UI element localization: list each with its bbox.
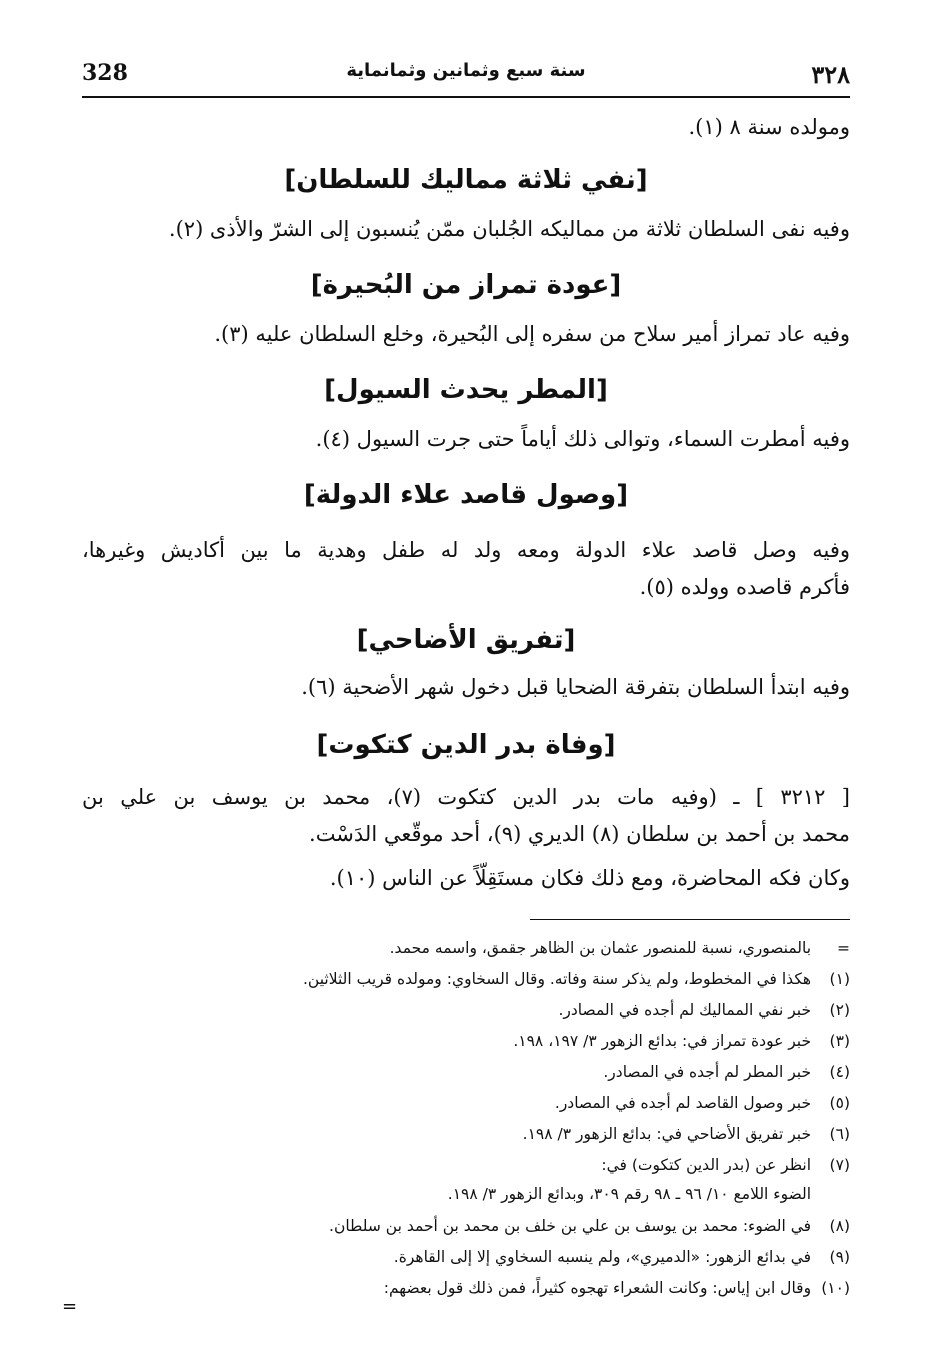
footnote <box>82 1156 850 1174</box>
footnote-text: انظر عن (بدر الدين كتكوت) في: <box>601 1156 812 1174</box>
footnote <box>82 1125 850 1143</box>
header-rule <box>82 96 850 98</box>
paragraph: وفيه أمطرت السماء، وتوالى ذلك أياماً حتى جرت السيول (٤). <box>315 427 850 451</box>
paragraph: وفيه وصل قاصد علاء الدولة ومعه ولد له طفل وهدية ما بين أكاديش وغيرها، <box>82 538 850 562</box>
footnote <box>82 1248 850 1266</box>
footnote-mark: (١٠) <box>821 1279 850 1297</box>
footnote-continuation <box>82 1185 850 1203</box>
footnote-text: وقال ابن إياس: وكانت الشعراء تهجوه كثيراً، فمن ذلك قول بعضهم: <box>383 1279 812 1297</box>
footnote-mark: (٣) <box>829 1032 850 1050</box>
footnote <box>82 1063 850 1081</box>
paragraph: وكان فكه المحاضرة، ومع ذلك فكان مستَقِلّاً عن الناس (١٠). <box>329 866 850 890</box>
footnote <box>82 970 850 988</box>
footnote <box>82 1094 850 1112</box>
footnote-text: بالمنصوري، نسبة للمنصور عثمان بن الظاهر جقمق، واسمه محمد. <box>389 939 812 957</box>
footnote-text: خبر وصول القاصد لم أجده في المصادر. <box>554 1094 812 1112</box>
page-number-latin: 328 <box>82 60 128 86</box>
footnote-text: خبر عودة تمراز في: بدائع الزهور ٣/ ١٩٧، ١٩٨. <box>513 1032 812 1050</box>
section-heading: [تفريق الأضاحي] <box>356 625 576 655</box>
footnote-mark: = <box>837 939 850 957</box>
footnote <box>82 939 850 957</box>
continuation-mark: = <box>62 1296 78 1317</box>
page-number-arabic: ٣٢٨ <box>811 60 850 89</box>
opening-line: ومولده سنة ٨ (١). <box>688 115 850 139</box>
footnote-mark: (٦) <box>829 1125 850 1143</box>
section-heading: [عودة تمراز من البُحيرة] <box>310 270 622 300</box>
section-heading: [وفاة بدر الدين كتكوت] <box>316 730 616 760</box>
footnote-text: في الضوء: محمد بن يوسف بن علي بن خلف بن محمد بن أحمد بن سلطان. <box>329 1217 812 1235</box>
footnote-mark: (١) <box>829 970 850 988</box>
footnote-separator <box>530 919 850 920</box>
footnote <box>82 1001 850 1019</box>
footnote <box>82 1279 850 1297</box>
section-heading: [المطر يحدث السيول] <box>324 375 608 405</box>
footnote <box>82 1217 850 1235</box>
running-title: سنة سبع وثمانين وثمانماية <box>346 60 586 81</box>
paragraph: وفيه ابتدأ السلطان بتفرقة الضحايا قبل دخول شهر الأضحية (٦). <box>301 675 850 699</box>
footnote-text: خبر تفريق الأضاحي في: بدائع الزهور ٣/ ١٩٨. <box>522 1125 812 1143</box>
paragraph: محمد بن أحمد بن سلطان (٨) الديري (٩)، أحد موقّعي الدَسْت. <box>309 822 850 846</box>
footnote-text: خبر نفي المماليك لم أجده في المصادر. <box>558 1001 812 1019</box>
footnote-mark: (٥) <box>829 1094 850 1112</box>
footnote-mark: (٧) <box>829 1156 850 1174</box>
footnote-text: الضوء اللامع ١٠/ ٩٦ ـ ٩٨ رقم ٣٠٩، وبدائع الزهور ٣/ ١٩٨. <box>447 1185 812 1203</box>
paragraph: فأكرم قاصده وولده (٥). <box>639 575 850 599</box>
footnote-text: خبر المطر لم أجده في المصادر. <box>603 1063 812 1081</box>
footnote-mark: (٢) <box>829 1001 850 1019</box>
footnote-mark: (٤) <box>829 1063 850 1081</box>
paragraph: [ ٣٢١٢ ] ـ (وفيه مات بدر الدين كتكوت (٧)، محمد بن يوسف بن علي بن <box>82 785 850 809</box>
footnote-mark: (٨) <box>829 1217 850 1235</box>
paragraph: وفيه نفى السلطان ثلاثة من مماليكه الجُلبان ممّن يُنسبون إلى الشرّ والأذى (٢). <box>168 217 850 241</box>
paragraph: وفيه عاد تمراز أمير سلاح من سفره إلى البُحيرة، وخلع السلطان عليه (٣). <box>214 322 850 346</box>
section-heading: [نفي ثلاثة مماليك للسلطان] <box>284 165 648 195</box>
footnote <box>82 1032 850 1050</box>
footnote-text: في بدائع الزهور: «الدميري»، ولم ينسبه السخاوي إلا إلى القاهرة. <box>393 1248 812 1266</box>
footnote-text: هكذا في المخطوط، ولم يذكر سنة وفاته. وقال السخاوي: ومولده قريب الثلاثين. <box>303 970 812 988</box>
section-heading: [وصول قاصد علاء الدولة] <box>303 480 629 510</box>
footnote-mark: (٩) <box>829 1248 850 1266</box>
page-header <box>82 60 850 94</box>
